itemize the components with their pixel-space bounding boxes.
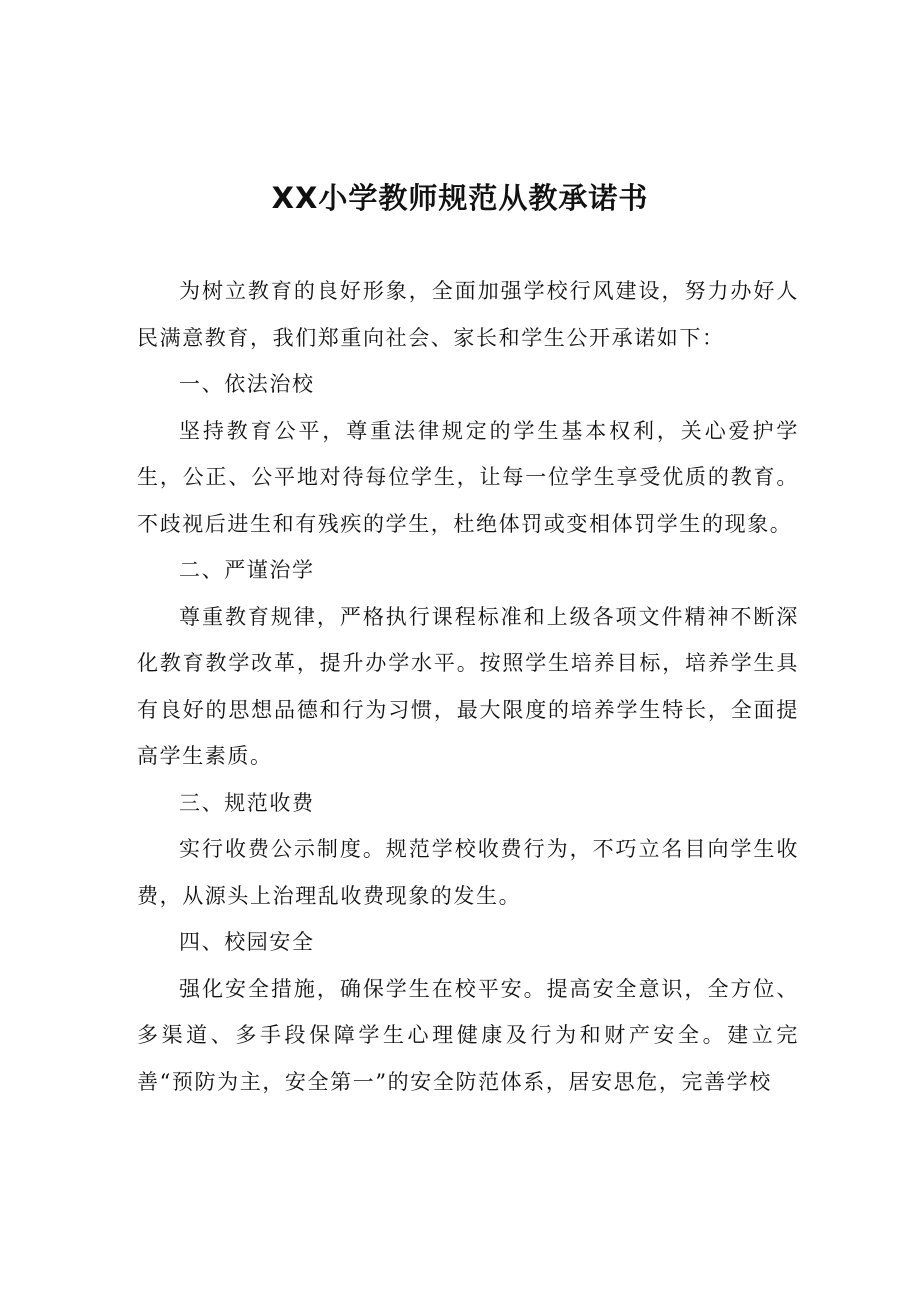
section-body-rigor: 尊重教育规律，严格执行课程标准和上级各项文件精神不断深化教育教学改革，提升办学水平。按照学生培养目标，培养学生具有良好的思想品德和行为习惯，最大限度的培养学生特长，全面提高学生素质。 (137, 604, 799, 768)
page-title: XX小学教师规范从教承诺书 (271, 181, 649, 215)
section-body-safety: 强化安全措施，确保学生在校平安。提高安全意识，全方位、多渠道、多手段保障学生心理健康及行为和财产安全。建立完善“预防为主，安全第一”的安全防范体系，居安思危，完善学校 (137, 976, 799, 1094)
section-heading-fees: 三、规范收费 (179, 790, 315, 815)
document-body (137, 268, 799, 1105)
section-heading-safety: 四、校园安全 (179, 930, 315, 954)
section-body-law: 坚持教育公平，尊重法律规定的学生基本权利，关心爱护学生，公正、公平地对待每位学生，让每一位学生享受优质的教育。不歧视后进生和有残疾的学生，杜绝体罚或变相体罚学生的现象。 (137, 418, 799, 536)
section-body-fees: 实行收费公示制度。规范学校收费行为，不巧立名目向学生收费，从源头上治理乱收费现象的发生。 (137, 837, 799, 908)
intro-paragraph: 为树立教育的良好形象，全面加强学校行风建设，努力办好人民满意教育，我们郑重向社会、家长和学生公开承诺如下： (137, 279, 799, 350)
section-heading-rigor: 二、严谨治学 (179, 558, 315, 582)
section-heading-law: 一、依法治校 (179, 372, 315, 396)
